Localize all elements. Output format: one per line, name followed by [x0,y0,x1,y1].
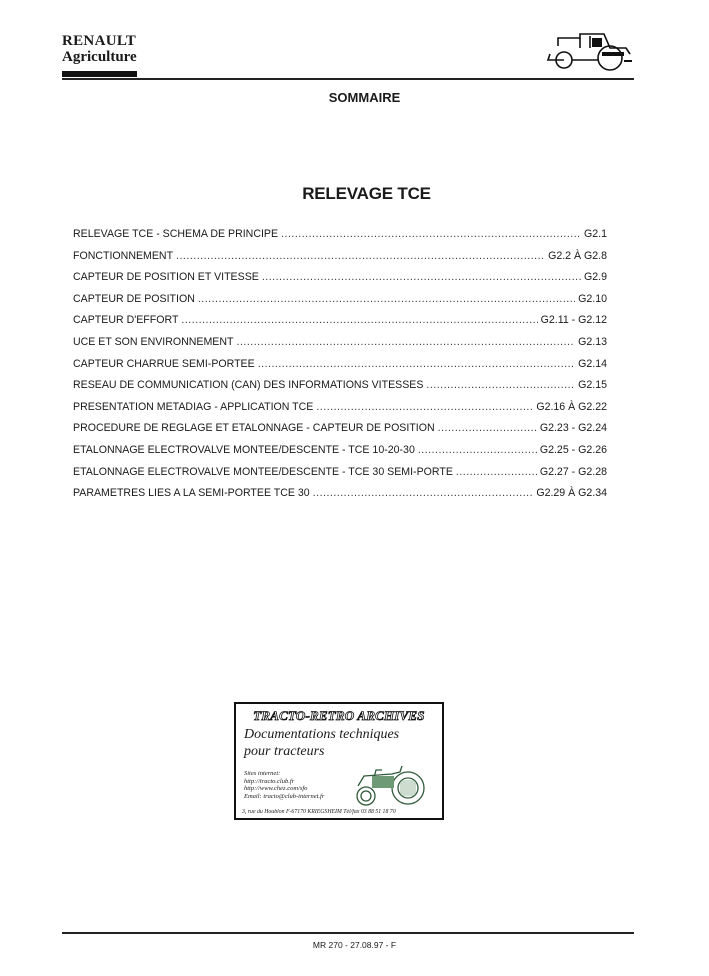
archive-stamp [234,702,444,820]
toc-label: PROCEDURE DE REGLAGE ET ETALONNAGE - CAPTEUR DE POSITION [73,422,435,435]
leader-dots [258,358,575,370]
brand-logo [62,34,137,77]
toc-label: RESEAU DE COMMUNICATION (CAN) DES INFORMATIONS VITESSES [73,379,424,392]
brand-line-2: Agriculture [62,49,137,65]
leader-dots [316,401,533,413]
toc-label: ETALONNAGE ELECTROVALVE MONTEE/DESCENTE - TCE 30 SEMI-PORTE [73,465,453,478]
toc-entry [73,487,607,509]
section-title: RELEVAGE TCE [302,184,431,203]
stamp-subtitle [244,726,399,760]
toc-label: UCE ET SON ENVIRONNEMENT [73,335,234,348]
toc-entry [73,379,607,401]
toc-page: G2.1 [584,228,607,240]
leader-dots [237,336,576,348]
toc-entry [73,444,607,466]
toc-page: G2.16 À G2.22 [536,400,607,413]
leader-dots [438,422,537,434]
brand-underline [62,71,137,77]
toc-page: G2.27 - G2.28 [539,465,607,478]
toc-page: G2.23 - G2.24 [539,422,607,435]
toc-label: RELEVAGE TCE - SCHEMA DE PRINCIPE [73,228,279,240]
toc-entry [73,228,607,250]
stamp-email: Email: tracto@club-internet.fr [244,792,325,800]
stamp-site-1: http://tracto.club.fr [244,777,295,785]
leader-dots [456,466,537,478]
toc-label: CAPTEUR D'EFFORT [73,314,179,327]
toc-entry [73,293,607,315]
leader-dots [426,379,575,391]
toc-page: G2.25 - G2.26 [539,443,607,456]
stamp-contact [244,770,324,800]
leader-dots [198,293,575,305]
toc-label: CAPTEUR DE POSITION ET VITESSE [73,271,259,284]
toc-label: PARAMETRES LIES A LA SEMI-PORTEE TCE 30 [73,487,310,500]
toc-label: CAPTEUR CHARRUE SEMI-PORTEE [73,357,255,370]
toc-label: FONCTIONNEMENT [73,249,174,262]
toc-entry [73,422,607,444]
tractor-icon [544,24,634,74]
vintage-tractor-icon [348,756,430,808]
toc-entry [73,466,607,488]
stamp-subtitle-line-1: Documentations techniques [244,727,400,742]
leader-dots [418,444,537,456]
toc-label: ETALONNAGE ELECTROVALVE MONTEE/DESCENTE - TCE 10-20-30 [73,443,415,456]
stamp-title: TRACTO-RETRO ARCHIVES [253,708,425,723]
footer-reference: MR 270 - 27.08.97 - F [312,940,397,950]
toc-page: G2.11 - G2.12 [540,314,607,327]
leader-dots [176,250,545,262]
leader-dots [181,314,537,326]
toc-entry [73,314,607,336]
toc-page: G2.2 À G2.8 [548,249,607,262]
toc-page: G2.10 [578,292,607,305]
toc-label: CAPTEUR DE POSITION [73,292,195,305]
stamp-sites-label: Sites internet: [244,770,281,777]
toc-entry [73,271,607,293]
leader-dots [262,271,581,283]
toc-label: PRESENTATION METADIAG - APPLICATION TCE [73,400,314,413]
toc-page: G2.14 [578,357,607,370]
stamp-address: 3, rue du Houblon F-67170 KRIEGSHEIM Tél/fax 03 88 51 18 70 [242,809,396,815]
toc-page: G2.9 [584,271,607,284]
header-rule [62,78,634,80]
toc-entry [73,336,607,358]
toc-entry [73,401,607,423]
toc-entry [73,358,607,380]
toc-entry [73,250,607,272]
leader-dots [281,228,581,240]
toc-page: G2.13 [578,335,607,348]
leader-dots [313,487,534,499]
brand-line-1: RENAULT [62,33,137,49]
table-of-contents [73,228,607,509]
toc-page: G2.29 À G2.34 [536,487,607,500]
stamp-site-2: http://www.chez.com/sfo [244,785,308,792]
page-heading: SOMMAIRE [328,90,401,105]
stamp-subtitle-line-2: pour tracteurs [244,744,325,759]
toc-page: G2.15 [578,379,607,392]
footer-rule [62,932,634,934]
